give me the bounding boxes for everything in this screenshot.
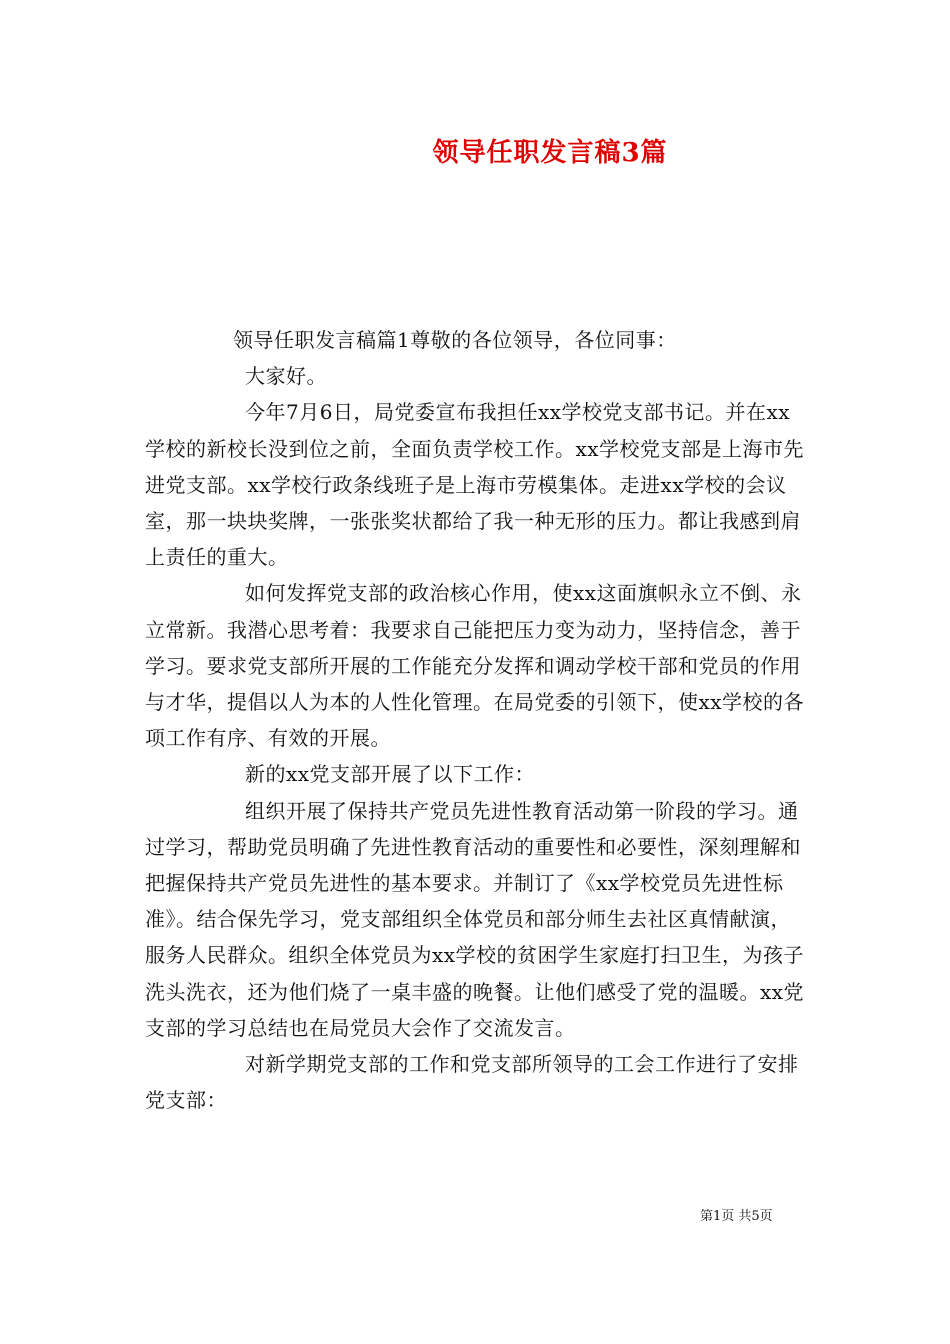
paragraph: 如何发挥党支部的政治核心作用，使xx这面旗帜永立不倒、永立常新。我潜心思考着：我要求自己能把压力变为动力，坚持信念，善于学习。要求党支部所开展的工作能充分发挥和调动学校干部和党员的作用与才华，提倡以人为本的人性化管理。在局党委的引领下，使xx学校的各项工作有序、有效的开展。 — [145, 581, 805, 751]
document-title: 领导任职发言稿3篇 — [432, 138, 668, 168]
paragraph: 今年7月6日，局党委宣布我担任xx学校党支部书记。并在xx学校的新校长没到位之前，全面负责学校工作。xx学校党支部是上海市先进党支部。xx学校行政条线班子是上海市劳模集体。走进xx学校的会议室，那一块块奖牌，一张张奖状都给了我一种无形的压力。都让我感到肩上责任的重大。 — [145, 400, 805, 570]
paragraph-greeting: 大家好。 — [245, 364, 327, 389]
document-body — [145, 322, 810, 1118]
page-number: 第1页 共5页 — [700, 1209, 773, 1224]
paragraph: 组织开展了保持共产党员先进性教育活动第一阶段的学习。通过学习，帮助党员明确了先进性教育活动的重要性和必要性，深刻理解和把握保持共产党员先进性的基本要求。并制订了《xx学校党员先进性标准》。结合保先学习，党支部组织全体党员和部分师生去社区真情献演，服务人民群众。组织全体党员为xx学校的贫困学生家庭打扫卫生，为孩子洗头洗衣，还为他们烧了一桌丰盛的晚餐。让他们感受了党的温暖。xx党支部的学习总结也在局党员大会作了交流发言。 — [145, 798, 805, 1040]
paragraph: 对新学期党支部的工作和党支部所领导的工会工作进行了安排党支部： — [145, 1052, 799, 1113]
paragraph-opening: 领导任职发言稿篇1尊敬的各位领导，各位同事： — [233, 328, 677, 352]
paragraph: 新的xx党支部开展了以下工作： — [245, 762, 536, 787]
